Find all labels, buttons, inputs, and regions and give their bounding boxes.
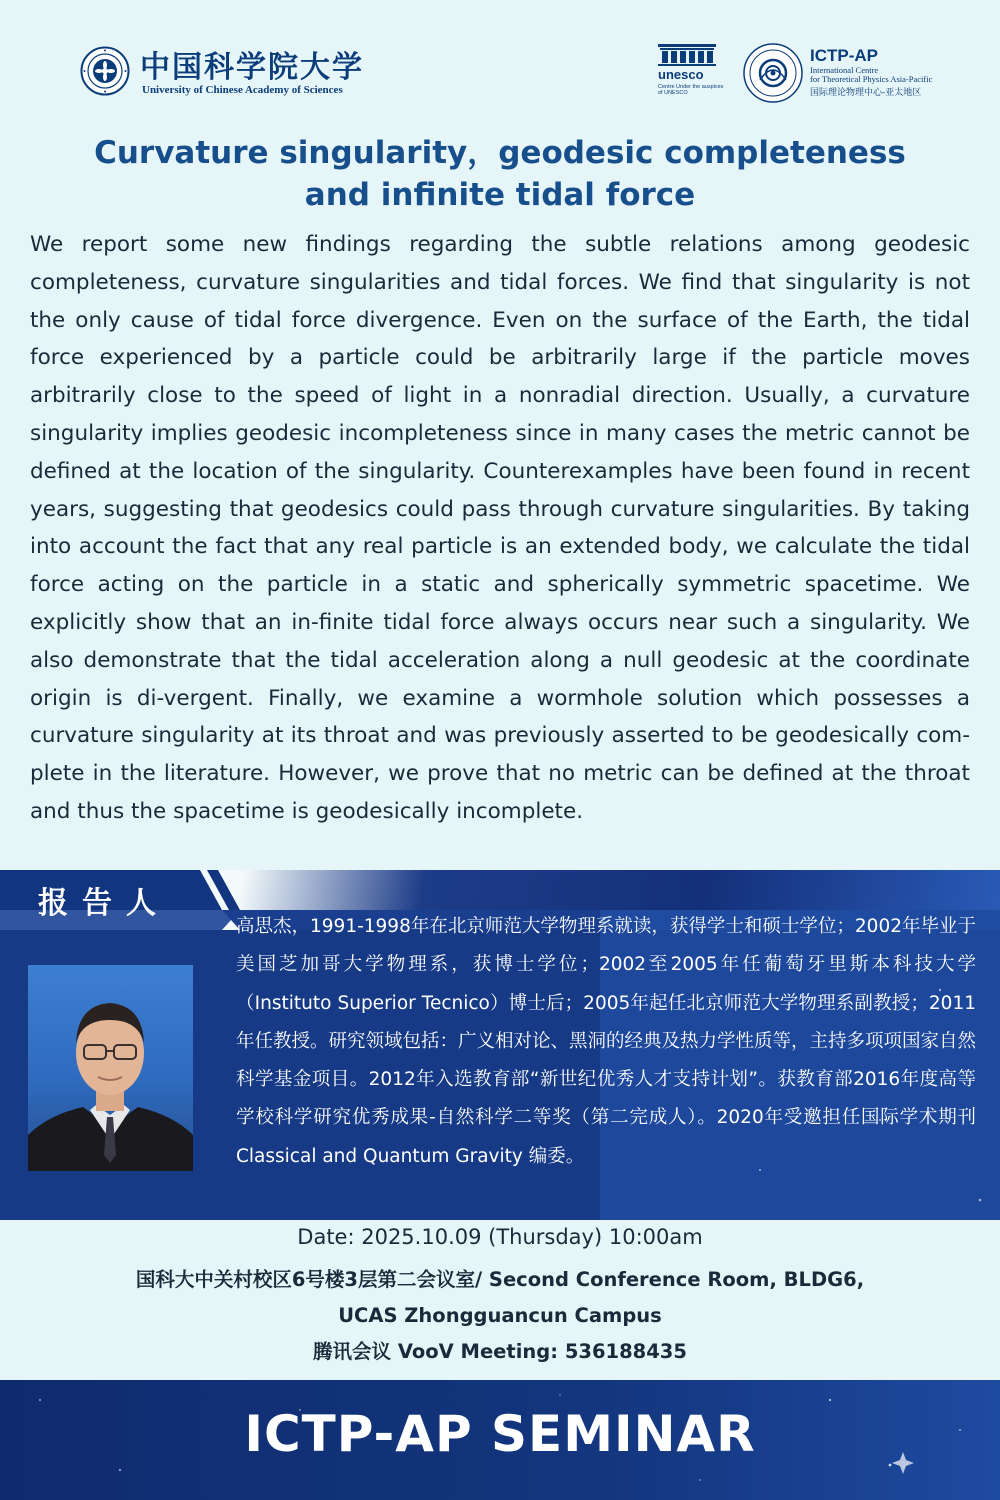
talk-title-line-2: and infinite tidal force xyxy=(304,177,696,213)
ictp-ap-name: ICTP-AP xyxy=(810,46,878,65)
talk-title-line-1: Curvature singularity，geodesic completeness xyxy=(94,135,906,171)
speaker-photo xyxy=(28,965,193,1171)
header xyxy=(0,0,1000,120)
event-venue-line-2: UCAS Zhongguancun Campus xyxy=(338,1304,662,1327)
event-info xyxy=(0,1220,1000,1370)
event-venue-line-1: 国科大中关村校区6号楼3层第二会议室/ Second Conference Room, BLDG6, xyxy=(135,1268,865,1291)
event-meeting: 腾讯会议 VooV Meeting: 536188435 xyxy=(313,1340,687,1363)
ictp-ap-subtitle xyxy=(810,66,970,84)
ictp-ap-emblem-icon xyxy=(742,42,804,104)
speaker-portrait-icon xyxy=(28,965,193,1171)
ictp-sub-line-2: for Theoretical Physics Asia-Pacific xyxy=(810,74,933,84)
unesco-wordmark: unesco xyxy=(658,67,704,82)
ucas-name-en: University of Chinese Academy of Sciences xyxy=(142,84,343,96)
abstract-text: We report some new findings regarding the subtle relations among geodesic completeness, curvature singularities and tidal forces. We find that singularity is not the only cause of tidal force divergence. Even on the surface of the Earth, the tidal force experienced by a particle could be arbitrarily large if the particle moves arbitrarily close to the speed of light in a nonradial direction. Usually, a curvature singularity implies geodesic incompleteness since in many cases the metric cannot be defined at the location of the singularity. Counterexamples have been found in recent years, suggesting that geodesics could pass through curvature singularities. By taking into account the fact that any real particle is an extended body, we calculate the tidal force acting on the particle in a static and spherically symmetric spacetime. We explicitly show that an in-finite tidal force always occurs near such a singularity. We also demonstrate that the tidal acceleration along a null geodesic at the coordinate origin is di-vergent. Finally, we examine a wormhole solution which possesses a curvature singularity at its throat and was previously asserted to be geodesically com-plete in the literature. However, we prove that no metric can be defined at the throat and thus the spacetime is geodesically incomplete. xyxy=(30,232,970,824)
ictp-sub-line-1: International Centre xyxy=(810,65,879,75)
speaker-bio: 高思杰，1991-1998年在北京师范大学物理系就读，获得学士和硕士学位；2002年毕业于美国芝加哥大学物理系，获博士学位；2002至2005年任葡萄牙里斯本科技大学（Instituto Superior Tecnico）博士后；2005年起任北京师范大学物理系副教授；2011年任教授。研究领域包括：广义相对论、黑洞的经典及热力学性质等，主持多项项国家自然科学基金项目。2012年入选教育部“新世纪优秀人才支持计划”。获教育部2016年度高等学校科学研究优秀成果-自然科学二等奖（第二完成人）。2020年受邀担任国际学术期刊 Classical and Quantum Gravity 编委。 xyxy=(236,916,977,1167)
ucas-name-cn: 中国科学院大学 xyxy=(140,50,364,85)
ucas-emblem-icon xyxy=(80,46,130,96)
unesco-subtext: Centre Under the auspices of UNESCO xyxy=(658,84,724,96)
talk-title xyxy=(40,132,960,216)
ictp-ap-name-cn: 国际理论物理中心-亚太地区 xyxy=(810,88,922,98)
speaker-section-label: 报告人 xyxy=(38,886,170,921)
event-date: Date: 2025.10.09 (Thursday) 10:00am xyxy=(297,1225,703,1249)
footer-title: ICTP-AP SEMINAR xyxy=(244,1405,756,1463)
